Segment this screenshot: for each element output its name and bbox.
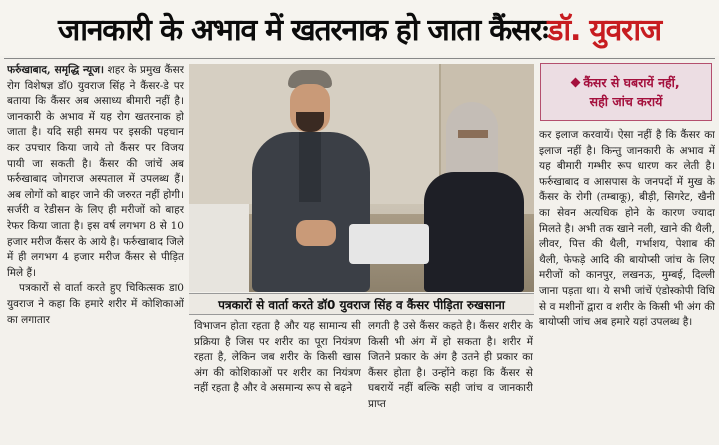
article-column-1 [7,63,184,441]
pull-quote-line-2: सही जांच करायें [589,94,663,109]
pull-quote [540,63,712,121]
column-1-paragraph-1: शहर के प्रमुख कैंसर रोग विशेषज्ञ डॉ0 युवराज सिंह ने कैंसर-डे पर बताया कि कैंसर अब असाध्य बीमारी नहीं है। जानकारी के अभाव में यह रोग खतरनाक हो जाता है। यदि सही समय पर इसकी पहचान कर उपचार किया जाये तो कैंसर पर विजय पायी जा सकती है। कैंसर की जांचें अब फर्रुखाबाद जोगराज अस्पताल में उपलब्ध हैं। अब लोगों को बाहर जाने की जरुरत नहीं होगी। सर्जरी व रेडीसन के लिए ही मरीजों को बाहर रेफर किया जाता है। इस वर्ष लगभग 8 से 10 हजार मरीज कैंसर के आये है। फर्रुखाबाद जिले में ही लगभग 4 हजार मरीज कैंसर से पीड़ित मिले हैं। [7,64,184,279]
article-column-2 [194,319,361,441]
headline-main: जानकारी के अभाव में खतरनाक हो जाता कैंसरः [58,12,548,48]
column-2-text: विभाजन होता रहता है और यह सामान्य सी प्रक्रिया है जिस पर शरीर का पूरा नियंत्रण रहता है, लेकिन जब शरीर के किसी खास अंग की कोशिकाओं पर शरीर का नियंत्रण नहीं रहता है और वे असमान्य रूप से बढ़ने [194,320,361,395]
column-4-text: कर इलाज करवायें। ऐसा नहीं है कि कैंसर का इलाज नहीं है। किन्तु जानकारी के अभाव में यह बीमारी गम्भीर रूप धारण कर लेती है। फर्रुखाबाद व आसपास के जनपदों में मुख के कैंसर के रोगी (तम्बाकू), बीड़ी, सिगरेट, खैनी का सेवन अत्यधिक होने के कारण ज्यादा मिलते है। अभी तक खाने नली, खाने की थैली, लीवर, पित्त की थैली, गर्भाशय, पेशाब की थैली, फेफड़े आदि की बायोप्सी जांच के लिए मरीजों को कानपुर, लखनऊ, मुम्बई, दिल्ली जाना पड़ता था। ये सभी जांचें एंडोस्कोपी विधि से व मशीनों द्वारा व शरीर के किसी भी अंग की बायोप्सी जांच अब हमारे यहां उपलब्ध है। [539,129,715,329]
column-1-paragraph-2: पत्रकारों से वार्ता करते हुए चिकित्सक डा0 युवराज ने कहा कि हमारे शरीर में कोशिकाओं का लगातार [7,282,184,326]
column-3-text: लगती है उसे कैंसर कहते है। कैंसर शरीर के किसी भी अंग में हो सकता है। शरीर में जितने प्रकार के अंग है उतने ही प्रकार का कैंसर होता है। उन्होंने कहा कि कैंसर से घबरायें नहीं बल्कि सही जांच व जानकारी प्राप्त [368,320,533,410]
dateline: फर्रुखाबाद, समृद्धि न्यूज। [7,64,105,76]
headline [0,0,719,56]
article-column-3 [368,319,533,441]
headline-rule [4,58,715,59]
photo-caption: पत्रकारों से वार्ता करते डॉ0 युवराज सिंह व कैंसर पीड़िता रुखसाना [189,293,534,315]
news-photo [189,64,534,292]
article-column-4 [539,128,715,441]
headline-author: डॉ. युवराज [547,12,661,48]
diamond-bullet-icon [571,78,581,88]
pull-quote-line-1: कैंसर से घबरायें नहीं, [583,75,680,90]
patient-figure [424,102,524,292]
